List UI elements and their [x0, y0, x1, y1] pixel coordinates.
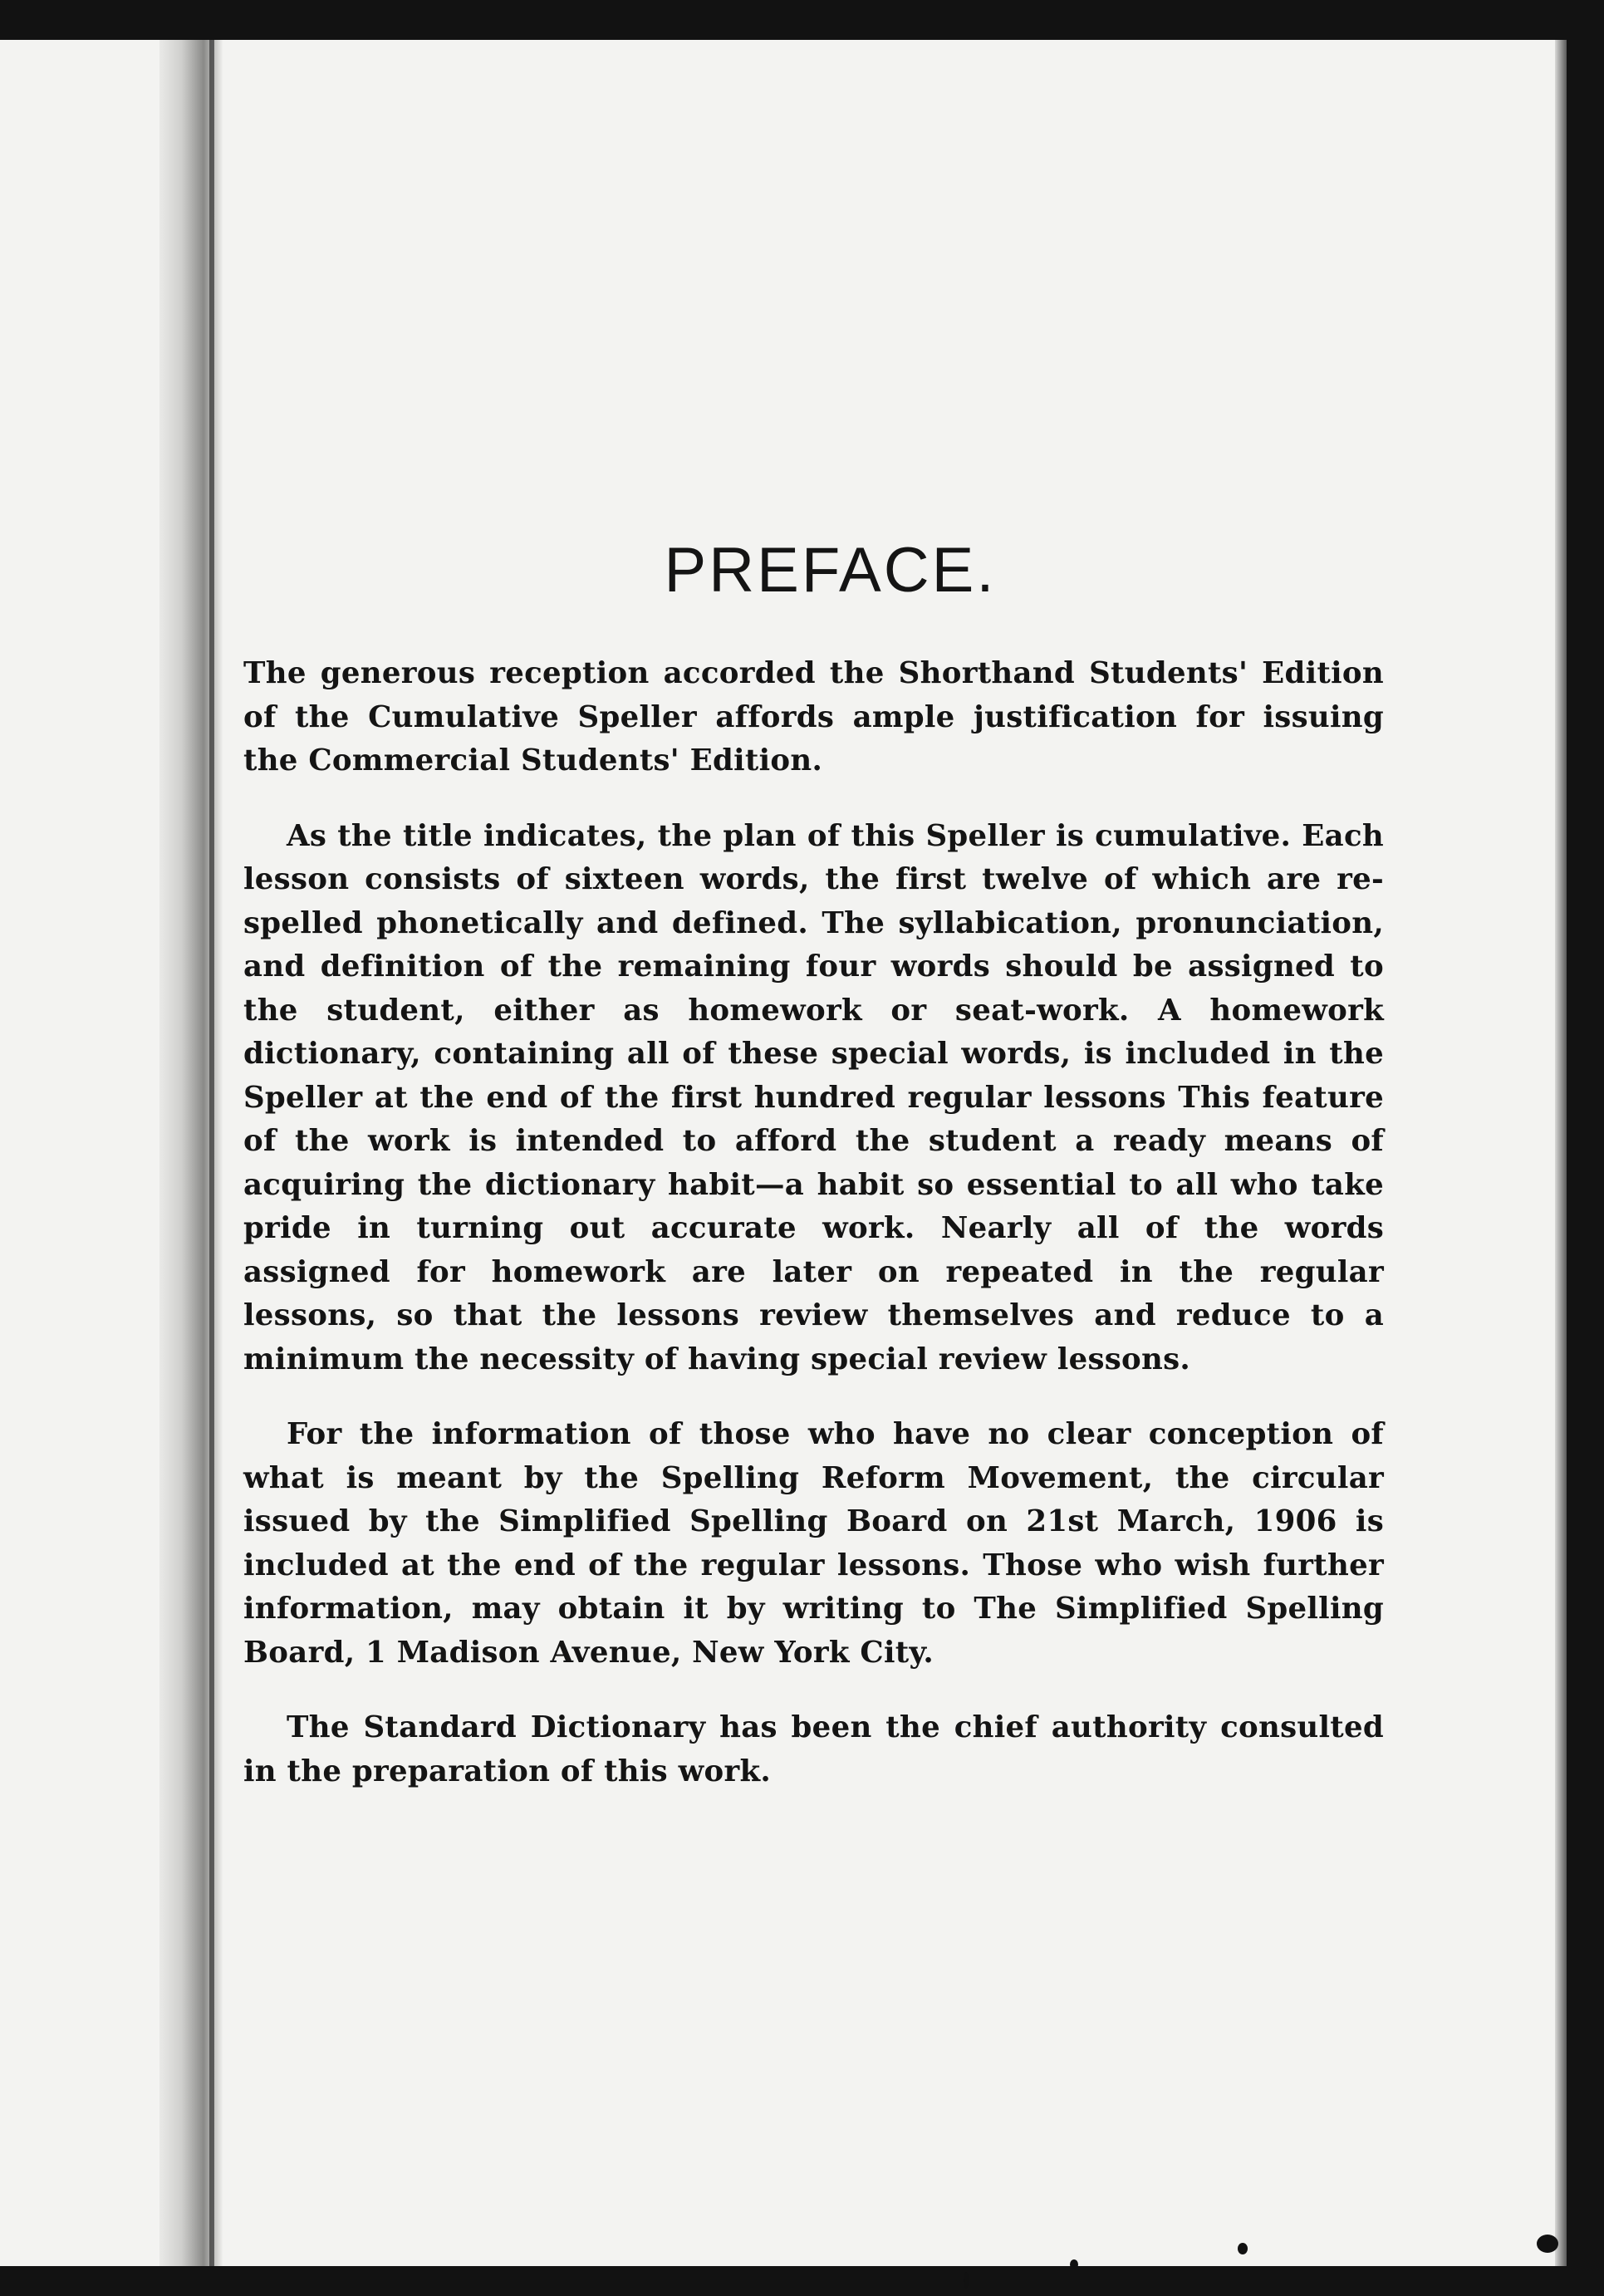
scan-speck — [1238, 2243, 1248, 2254]
page-title: PREFACE. — [664, 535, 997, 606]
page-right-edge — [1555, 40, 1567, 2266]
scan-speck — [1070, 2259, 1078, 2269]
scan-speck — [964, 2272, 969, 2289]
scan-speck — [1537, 2235, 1558, 2253]
paragraph-4: The Standard Dictionary has been the chief authority consulted in the preparation of this work. — [243, 1710, 1384, 1788]
preface-content — [243, 534, 1384, 1825]
page-gutter-line — [209, 40, 214, 2266]
paragraph-2: As the title indicates, the plan of this Speller is cumulative. Each lesson consists of sixteen words, the first twelve of which are re-spelled phonetically and defined. The syllabication, pronunciation, and definition of the remaining four words should be assigned to the student, either as homework or seat-work. A homework dictionary, containing all of these special words, is included in the Speller at the end of the first hundred regular lessons This feature of the work is intended to afford the student a ready means of acquiring the dictionary habit—a habit so essential to all who take pride in turning out accurate work. Nearly all of the words assigned for homework are later on repeated in the regular lessons, so that the lessons review themselves and reduce to a minimum the necessity of having special review lessons. — [243, 818, 1384, 1376]
paragraph-3: For the information of those who have no clear conception of what is meant by the Spelling Reform Movement, the circular issued by the Simplified Spelling Board on 21st March, 1906 is included at the end of the regular lessons. Those who wish further information, may obtain it by writing to The Simplified Spelling Board, 1 Madison Avenue, New York City. — [243, 1417, 1384, 1670]
paragraph-1: The generous reception accorded the Shorthand Students' Edition of the Cumulative Speller affords ample justification for issuing the Commercial Students' Edition. — [243, 656, 1384, 778]
book-page — [0, 40, 1566, 2266]
